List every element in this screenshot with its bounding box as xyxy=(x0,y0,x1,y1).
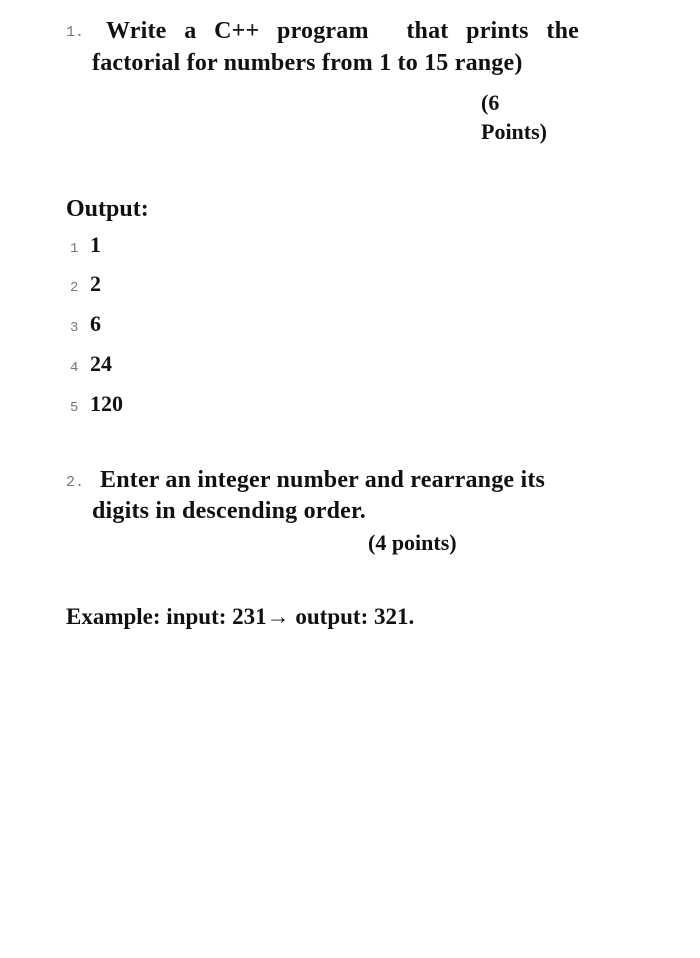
output-value: 120 xyxy=(90,391,123,416)
question-1-points-line-2: Points) xyxy=(481,119,547,144)
output-line-number: 1 xyxy=(70,241,79,257)
question-1-word: that xyxy=(406,18,449,44)
question-1-word: Write xyxy=(106,18,167,44)
output-line-number: 4 xyxy=(70,360,79,376)
question-2-number: 2. xyxy=(66,474,85,491)
question-1-word: prints xyxy=(466,18,529,44)
question-2-line-1: Enter an integer number and rearrange its xyxy=(100,467,546,493)
question-1-number: 1. xyxy=(66,24,85,41)
question-1-points-line-1: (6 xyxy=(481,90,500,115)
question-1-word: a xyxy=(184,18,197,44)
question-1-word: program xyxy=(277,18,369,44)
question-2-points: (4 points) xyxy=(368,530,457,555)
output-line-number: 2 xyxy=(70,280,79,296)
output-value: 24 xyxy=(90,351,112,376)
output-line-number: 3 xyxy=(70,320,79,336)
output-line-number: 5 xyxy=(70,400,79,416)
output-row xyxy=(70,391,123,421)
output-value: 2 xyxy=(90,271,101,296)
output-row xyxy=(70,232,101,262)
question-1-line-1 xyxy=(106,18,579,45)
output-value: 6 xyxy=(90,311,101,336)
example-text: Example: input: 231→ output: 321. xyxy=(66,604,415,629)
question-1-word: the xyxy=(546,18,579,44)
output-heading: Output: xyxy=(66,196,149,222)
question-1-word: C++ xyxy=(214,18,260,44)
question-2-line-2: digits in descending order. xyxy=(92,498,366,524)
output-row xyxy=(70,351,112,381)
output-row xyxy=(70,311,101,341)
output-value: 1 xyxy=(90,232,101,257)
question-1-line-2: factorial for numbers from 1 to 15 range) xyxy=(92,50,523,76)
output-row xyxy=(70,271,101,301)
